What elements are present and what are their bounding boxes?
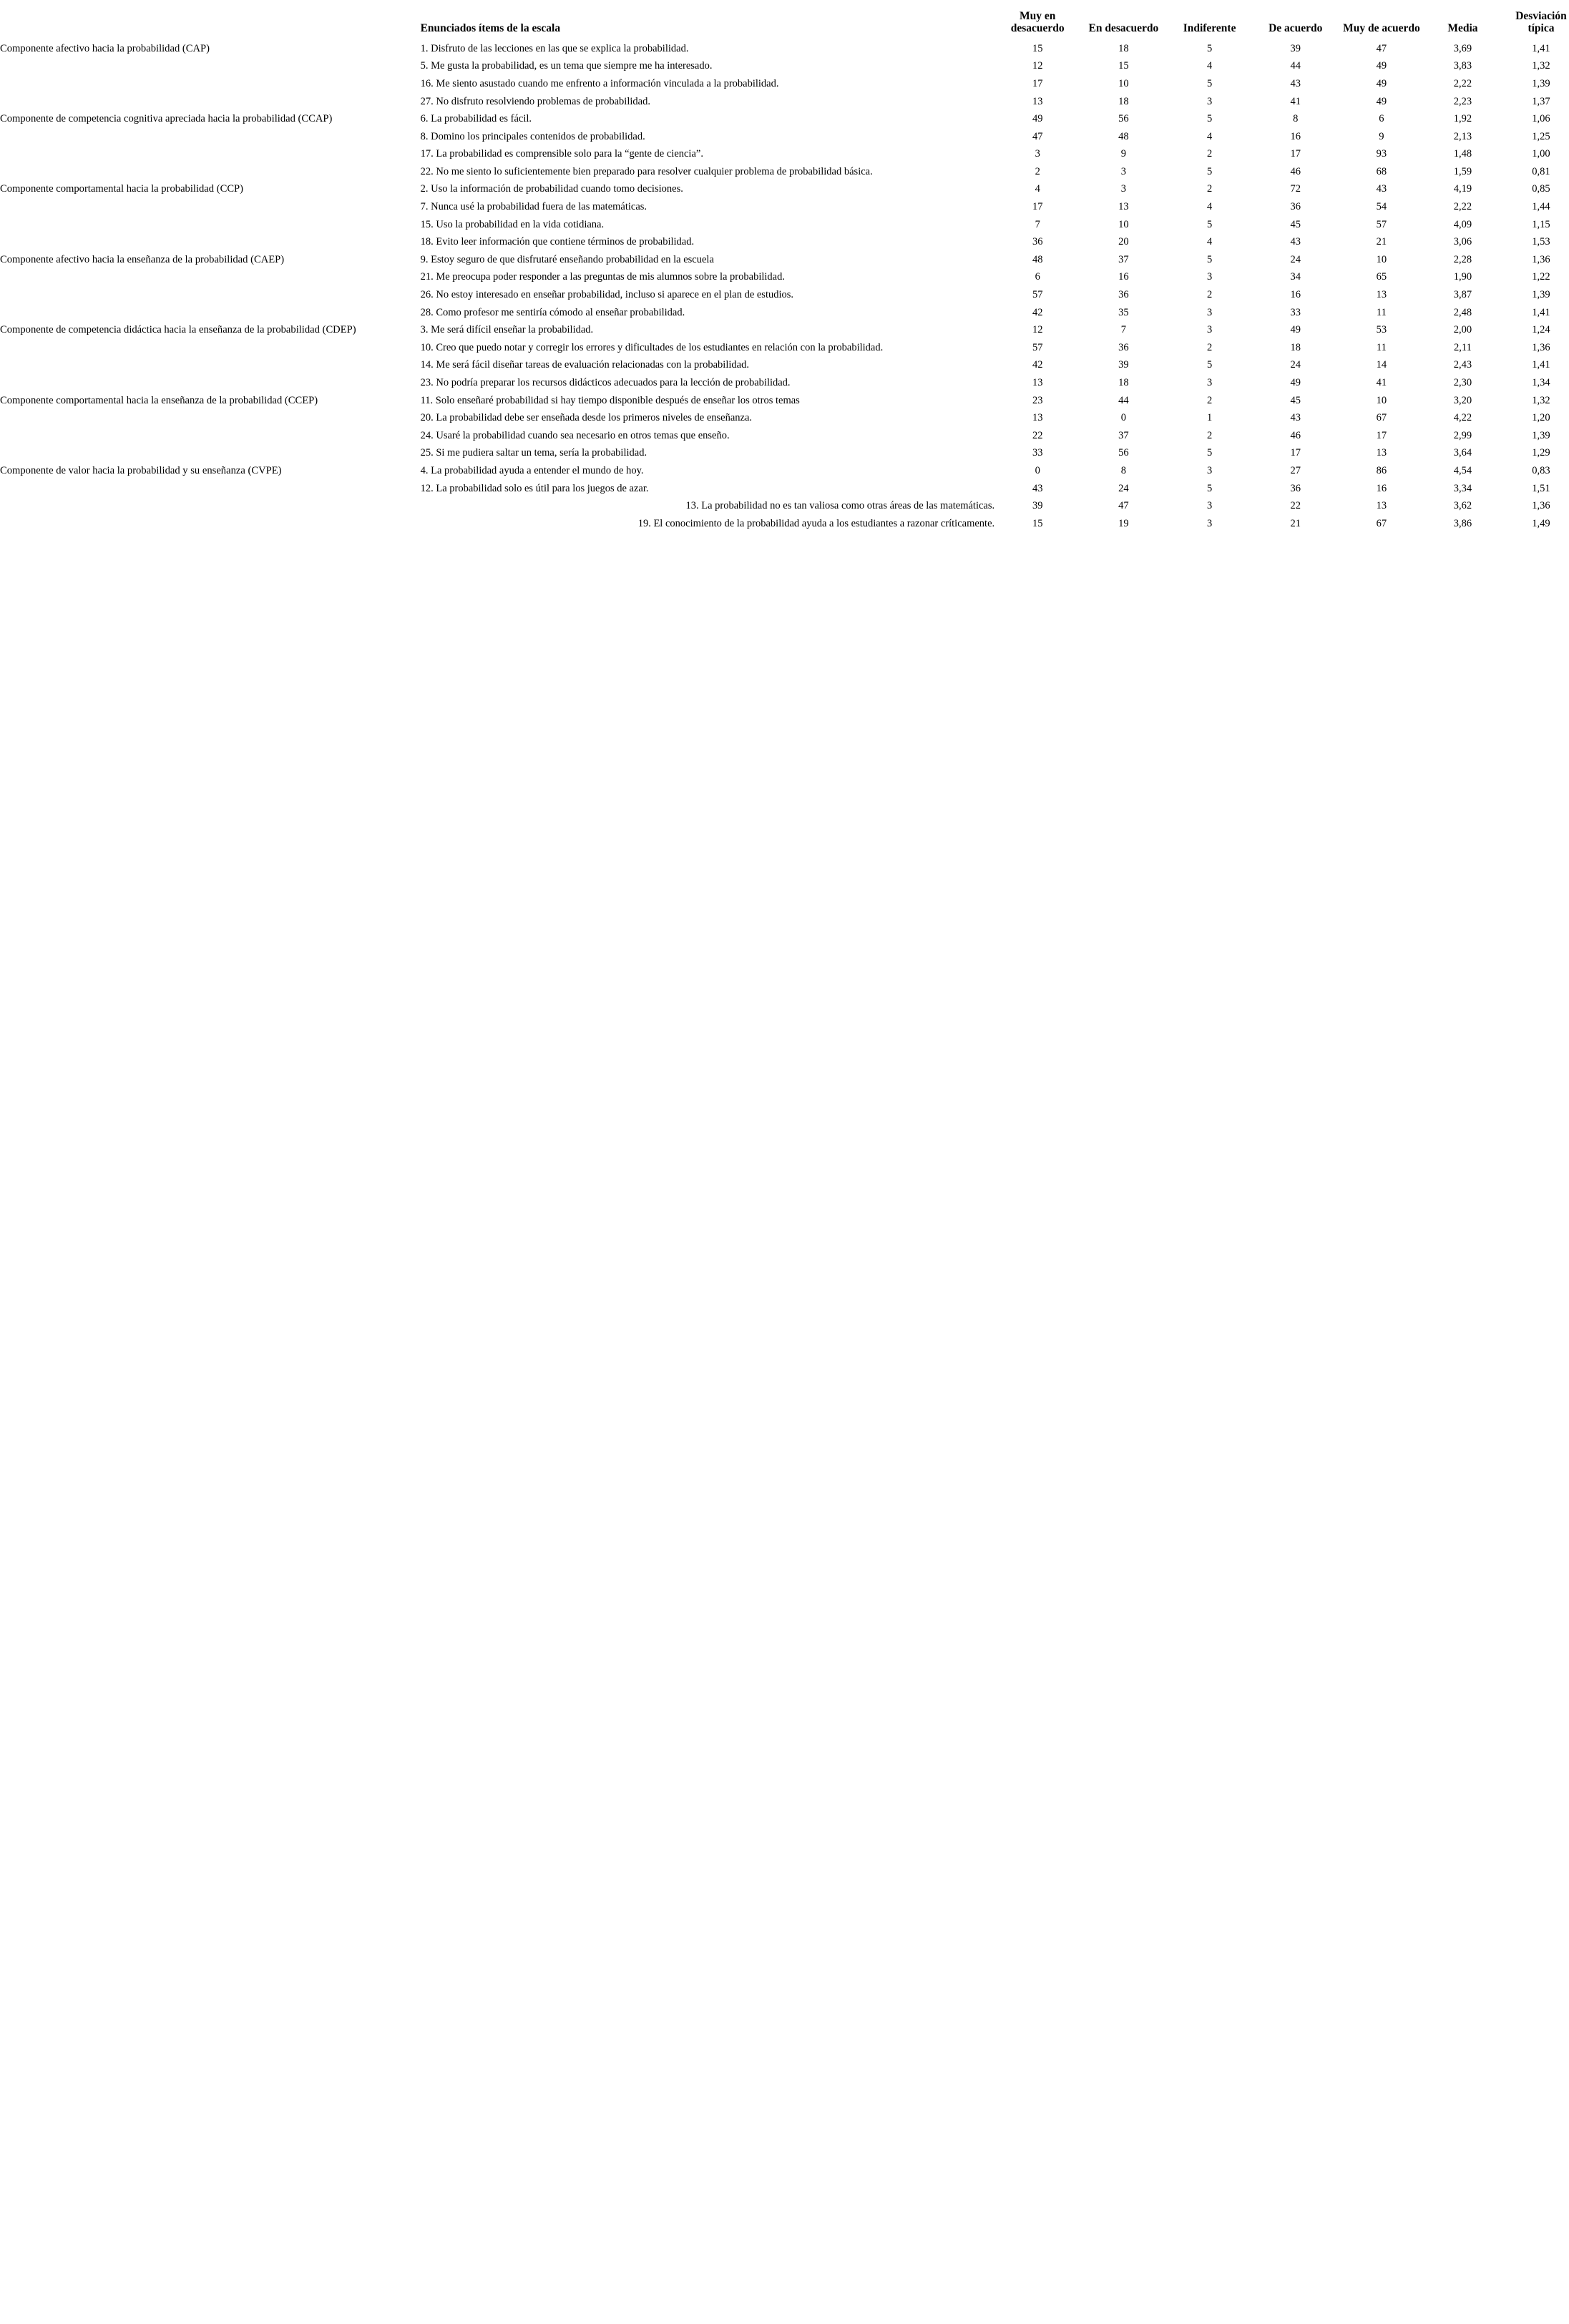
table-row [0,251,1569,269]
cell-de-acuerdo: 45 [1290,218,1301,230]
cell-media: 3,62 [1453,500,1472,512]
cell-de-acuerdo: 17 [1290,148,1301,160]
cell-muy-de-acuerdo: 21 [1376,236,1387,248]
cell-desviacion-tipica: 1,29 [1532,447,1550,459]
cell-en-desacuerdo: 7 [1120,324,1127,336]
cell-indiferente: 3 [1206,377,1213,388]
cell-muy-en-desacuerdo: 15 [1032,42,1043,54]
table-row [0,427,1569,445]
cell-en-desacuerdo: 15 [1118,60,1129,72]
cell-indiferente: 2 [1206,394,1213,406]
cell-muy-en-desacuerdo: 48 [1032,253,1043,265]
table-row [0,304,1569,322]
cell-muy-de-acuerdo: 49 [1376,95,1387,107]
cell-en-desacuerdo: 10 [1118,77,1129,89]
cell-indiferente: 5 [1206,359,1213,371]
cell-indiferente: 3 [1206,517,1213,529]
header-muy-de-acuerdo: Muy de acuerdo [1343,22,1420,35]
cell-muy-en-desacuerdo: 12 [1032,324,1043,336]
cell-muy-de-acuerdo: 86 [1376,464,1387,476]
table-row [0,356,1569,374]
cell-muy-en-desacuerdo: 57 [1032,341,1043,353]
cell-indiferente: 5 [1206,165,1213,177]
cell-media: 2,22 [1453,201,1472,213]
cell-muy-de-acuerdo: 53 [1376,324,1387,336]
cell-muy-en-desacuerdo: 57 [1032,289,1043,301]
cell-muy-de-acuerdo: 16 [1376,482,1387,494]
cell-muy-de-acuerdo: 43 [1376,183,1387,195]
cell-desviacion-tipica: 1,41 [1532,42,1550,54]
cell-desviacion-tipica: 1,34 [1532,377,1550,388]
cell-indiferente: 1 [1206,412,1213,424]
cell-muy-en-desacuerdo: 15 [1032,517,1043,529]
cell-de-acuerdo: 36 [1290,482,1301,494]
scale-item-text: 1. Disfruto de las lecciones en las que se explica la probabilidad. [420,42,689,54]
scale-item-text: 25. Si me pudiera saltar un tema, sería la probabilidad. [420,447,647,459]
component-group-label [0,75,419,93]
cell-desviacion-tipica: 1,53 [1532,236,1550,248]
cell-desviacion-tipica: 1,36 [1532,253,1550,265]
component-group-label: Componente de competencia cognitiva apreciada hacia la probabilidad (CCAP) [0,113,333,125]
cell-en-desacuerdo: 24 [1118,482,1129,494]
cell-muy-en-desacuerdo: 47 [1032,130,1043,142]
component-group-label [0,356,419,374]
cell-indiferente: 4 [1206,236,1213,248]
cell-de-acuerdo: 27 [1290,464,1301,476]
cell-indiferente: 3 [1206,324,1213,336]
component-group-label: Componente afectivo hacia la enseñanza de la probabilidad (CAEP) [0,253,285,265]
cell-muy-en-desacuerdo: 42 [1032,359,1043,371]
component-group-label: Componente afectivo hacia la probabilidad (CAP) [0,42,210,54]
cell-desviacion-tipica: 1,41 [1532,306,1550,318]
cell-media: 2,11 [1454,341,1472,353]
table-row [0,75,1569,93]
scale-item-text: 6. La probabilidad es fácil. [420,113,532,125]
scale-item-text: 10. Creo que puedo notar y corregir los errores y dificultades de los estudiantes en relación con la probabilidad. [420,341,884,353]
cell-de-acuerdo: 43 [1290,77,1301,89]
cell-en-desacuerdo: 35 [1118,306,1129,318]
cell-muy-de-acuerdo: 65 [1376,271,1387,283]
component-group-label [0,286,419,304]
cell-indiferente: 5 [1206,447,1213,459]
cell-de-acuerdo: 33 [1290,306,1301,318]
cell-de-acuerdo: 41 [1290,95,1301,107]
cell-desviacion-tipica: 1,44 [1532,201,1550,213]
cell-indiferente: 3 [1206,306,1213,318]
cell-de-acuerdo: 24 [1290,253,1301,265]
component-group-label: Componente comportamental hacia la probabilidad (CCP) [0,183,244,195]
cell-desviacion-tipica: 1,32 [1532,60,1550,72]
cell-muy-en-desacuerdo: 17 [1032,77,1043,89]
scale-item-text: 24. Usaré la probabilidad cuando sea necesario en otros temas que enseño. [420,429,730,441]
scale-item-text: 12. La probabilidad solo es útil para los juegos de azar. [420,482,649,494]
cell-en-desacuerdo: 10 [1118,218,1129,230]
component-group-label: Componente comportamental hacia la enseñanza de la probabilidad (CCEP) [0,394,318,406]
table-header [0,10,1569,40]
cell-indiferente: 2 [1206,289,1213,301]
scale-item-text: 8. Domino los principales contenidos de probabilidad. [420,130,645,142]
cell-muy-de-acuerdo: 67 [1376,412,1387,424]
cell-de-acuerdo: 17 [1290,447,1301,459]
cell-indiferente: 5 [1206,77,1213,89]
scale-item-text: 16. Me siento asustado cuando me enfrento a información vinculada a la probabilidad. [420,77,779,89]
cell-de-acuerdo: 16 [1290,130,1301,142]
cell-de-acuerdo: 72 [1290,183,1301,195]
cell-muy-en-desacuerdo: 39 [1032,500,1043,512]
table-row [0,339,1569,357]
table-row [0,374,1569,392]
cell-de-acuerdo: 46 [1290,165,1301,177]
scale-item-text: 14. Me será fácil diseñar tareas de evaluación relacionadas con la probabilidad. [420,359,749,371]
table-row [0,233,1569,251]
cell-en-desacuerdo: 39 [1118,359,1129,371]
table-row [0,110,1569,128]
statistics-table [0,10,1569,532]
table-row [0,409,1569,427]
component-group-label [0,163,419,181]
cell-media: 2,23 [1453,95,1472,107]
table-row [0,462,1569,480]
cell-en-desacuerdo: 18 [1118,42,1129,54]
cell-de-acuerdo: 21 [1290,517,1301,529]
table-row [0,93,1569,111]
cell-desviacion-tipica: 1,36 [1532,341,1550,353]
cell-en-desacuerdo: 19 [1118,517,1129,529]
cell-muy-en-desacuerdo: 13 [1032,377,1043,388]
table-row [0,40,1569,58]
cell-muy-en-desacuerdo: 6 [1035,271,1040,283]
component-group-label [0,93,419,111]
cell-muy-en-desacuerdo: 43 [1032,482,1043,494]
cell-media: 2,00 [1453,324,1472,336]
header-media: Media [1447,22,1478,35]
cell-muy-de-acuerdo: 68 [1376,165,1387,177]
cell-media: 3,64 [1453,447,1472,459]
cell-de-acuerdo: 45 [1290,394,1301,406]
scale-item-text: 27. No disfruto resolviendo problemas de probabilidad. [420,95,650,107]
component-group-label [0,427,419,445]
scale-item-text: 28. Como profesor me sentiría cómodo al enseñar probabilidad. [420,306,685,318]
component-group-label [0,444,419,462]
cell-indiferente: 2 [1206,341,1213,353]
table-row [0,480,1569,498]
cell-indiferente: 4 [1206,60,1213,72]
table-row [0,145,1569,163]
cell-en-desacuerdo: 37 [1118,429,1129,441]
cell-muy-de-acuerdo: 11 [1376,306,1387,318]
cell-de-acuerdo: 8 [1293,113,1299,125]
cell-indiferente: 3 [1206,95,1213,107]
cell-desviacion-tipica: 1,41 [1532,359,1550,371]
cell-muy-en-desacuerdo: 0 [1035,464,1040,476]
component-group-label [0,515,419,533]
cell-de-acuerdo: 22 [1290,500,1301,512]
cell-muy-en-desacuerdo: 49 [1032,113,1043,125]
cell-desviacion-tipica: 1,20 [1532,412,1550,424]
scale-item-text: 20. La probabilidad debe ser enseñada desde los primeros niveles de enseñanza. [420,412,753,424]
cell-media: 3,86 [1453,517,1472,529]
cell-muy-de-acuerdo: 49 [1376,60,1387,72]
cell-desviacion-tipica: 0,81 [1532,165,1550,177]
cell-media: 4,22 [1453,412,1472,424]
cell-en-desacuerdo: 8 [1120,464,1127,476]
component-group-label [0,128,419,146]
cell-en-desacuerdo: 36 [1118,289,1129,301]
cell-muy-de-acuerdo: 13 [1376,500,1387,512]
cell-muy-de-acuerdo: 67 [1376,517,1387,529]
cell-muy-en-desacuerdo: 2 [1035,165,1040,177]
table-row [0,128,1569,146]
cell-en-desacuerdo: 16 [1118,271,1129,283]
cell-en-desacuerdo: 9 [1120,148,1127,160]
scale-item-text: 5. Me gusta la probabilidad, es un tema que siempre me ha interesado. [420,60,713,72]
table-row [0,180,1569,198]
cell-media: 2,22 [1453,77,1472,89]
header-group [0,10,419,40]
cell-muy-de-acuerdo: 49 [1376,77,1387,89]
scale-item-text: 18. Evito leer información que contiene términos de probabilidad. [420,236,695,248]
cell-en-desacuerdo: 56 [1118,113,1129,125]
scale-item-text: 9. Estoy seguro de que disfrutaré enseñando probabilidad en la escuela [420,253,714,265]
cell-muy-de-acuerdo: 14 [1376,359,1387,371]
component-group-label: Componente de competencia didáctica hacia la enseñanza de la probabilidad (CDEP) [0,324,356,336]
cell-de-acuerdo: 24 [1290,359,1301,371]
cell-indiferente: 5 [1206,218,1213,230]
cell-en-desacuerdo: 13 [1118,201,1129,213]
cell-media: 4,19 [1453,183,1472,195]
cell-en-desacuerdo: 48 [1118,130,1129,142]
cell-media: 3,83 [1453,60,1472,72]
cell-muy-de-acuerdo: 54 [1376,201,1387,213]
cell-muy-de-acuerdo: 10 [1376,394,1387,406]
cell-de-acuerdo: 49 [1290,324,1301,336]
cell-en-desacuerdo: 37 [1118,253,1129,265]
cell-en-desacuerdo: 18 [1118,95,1129,107]
cell-de-acuerdo: 46 [1290,429,1301,441]
cell-desviacion-tipica: 0,83 [1532,464,1550,476]
component-group-label [0,268,419,286]
cell-muy-en-desacuerdo: 13 [1032,95,1043,107]
header-row [0,10,1569,40]
component-group-label [0,409,419,427]
component-group-label [0,233,419,251]
cell-en-desacuerdo: 3 [1120,183,1127,195]
scale-item-text: 15. Uso la probabilidad en la vida cotidiana. [420,218,605,230]
cell-media: 3,69 [1453,42,1472,54]
cell-muy-en-desacuerdo: 13 [1032,412,1043,424]
cell-media: 4,09 [1453,218,1472,230]
cell-en-desacuerdo: 36 [1118,341,1129,353]
cell-media: 2,30 [1453,377,1472,388]
cell-en-desacuerdo: 47 [1118,500,1129,512]
cell-indiferente: 5 [1206,113,1213,125]
cell-de-acuerdo: 36 [1290,201,1301,213]
cell-media: 2,43 [1453,359,1472,371]
cell-media: 1,48 [1453,148,1472,160]
cell-desviacion-tipica: 1,22 [1532,271,1550,283]
scale-item-text: 7. Nunca usé la probabilidad fuera de las matemáticas. [420,201,647,213]
cell-desviacion-tipica: 1,51 [1532,482,1550,494]
cell-media: 4,54 [1453,464,1472,476]
cell-en-desacuerdo: 3 [1120,165,1127,177]
cell-desviacion-tipica: 1,24 [1532,324,1550,336]
cell-desviacion-tipica: 1,25 [1532,130,1550,142]
scale-item-text: 2. Uso la información de probabilidad cuando tomo decisiones. [420,183,683,195]
cell-media: 1,90 [1453,271,1472,283]
cell-muy-en-desacuerdo: 4 [1035,183,1040,195]
cell-muy-de-acuerdo: 10 [1376,253,1387,265]
cell-desviacion-tipica: 1,06 [1532,113,1550,125]
scale-item-text: 26. No estoy interesado en enseñar probabilidad, incluso si aparece en el plan de estudios. [420,289,794,301]
cell-muy-de-acuerdo: 13 [1376,289,1387,301]
cell-indiferente: 3 [1206,464,1213,476]
scale-item-text: 19. El conocimiento de la probabilidad ayuda a los estudiantes a razonar críticamente. [637,517,995,529]
scale-item-text: 13. La probabilidad no es tan valiosa como otras áreas de las matemáticas. [685,500,995,512]
scale-item-text: 4. La probabilidad ayuda a entender el mundo de hoy. [420,464,644,476]
cell-de-acuerdo: 34 [1290,271,1301,283]
cell-desviacion-tipica: 1,36 [1532,500,1550,512]
component-group-label [0,216,419,234]
cell-media: 2,13 [1453,130,1472,142]
cell-muy-en-desacuerdo: 3 [1035,148,1040,160]
cell-desviacion-tipica: 1,39 [1532,429,1550,441]
cell-muy-en-desacuerdo: 22 [1032,429,1043,441]
scale-item-text: 23. No podría preparar los recursos didácticos adecuados para la lección de probabilidad. [420,377,791,388]
component-group-label [0,374,419,392]
table-row [0,163,1569,181]
cell-indiferente: 2 [1206,183,1213,195]
header-de-acuerdo: De acuerdo [1269,22,1323,35]
cell-muy-en-desacuerdo: 23 [1032,394,1043,406]
cell-desviacion-tipica: 1,39 [1532,77,1550,89]
cell-muy-de-acuerdo: 41 [1376,377,1387,388]
cell-en-desacuerdo: 56 [1118,447,1129,459]
cell-indiferente: 3 [1206,271,1213,283]
cell-indiferente: 3 [1206,500,1213,512]
cell-media: 3,20 [1453,394,1472,406]
table-row [0,321,1569,339]
document-page [0,0,1569,532]
cell-en-desacuerdo: 44 [1118,394,1129,406]
header-item: Enunciados ítems de la escala [420,22,561,35]
table-row [0,444,1569,462]
cell-media: 3,06 [1453,236,1472,248]
cell-media: 2,28 [1453,253,1472,265]
cell-muy-de-acuerdo: 6 [1379,113,1384,125]
cell-desviacion-tipica: 1,37 [1532,95,1550,107]
component-group-label: Componente de valor hacia la probabilidad y su enseñanza (CVPE) [0,464,282,476]
cell-muy-en-desacuerdo: 12 [1032,60,1043,72]
cell-de-acuerdo: 44 [1290,60,1301,72]
component-group-label [0,198,419,216]
cell-indiferente: 5 [1206,42,1213,54]
cell-de-acuerdo: 16 [1290,289,1301,301]
cell-indiferente: 5 [1206,253,1213,265]
cell-media: 1,92 [1453,113,1472,125]
cell-media: 3,87 [1453,289,1472,301]
header-desviacion-tipica: Desviación típica [1515,10,1567,35]
cell-indiferente: 4 [1206,201,1213,213]
scale-item-text: 17. La probabilidad es comprensible solo para la “gente de ciencia”. [420,148,703,160]
table-row [0,198,1569,216]
cell-media: 2,48 [1453,306,1472,318]
cell-desviacion-tipica: 0,85 [1532,183,1550,195]
cell-media: 1,59 [1453,165,1472,177]
cell-muy-de-acuerdo: 93 [1376,148,1387,160]
cell-de-acuerdo: 43 [1290,236,1301,248]
scale-item-text: 22. No me siento lo suficientemente bien preparado para resolver cualquier problema de probabilidad básica. [420,165,873,177]
component-group-label [0,145,419,163]
cell-de-acuerdo: 39 [1290,42,1301,54]
table-row [0,216,1569,234]
component-group-label [0,339,419,357]
header-en-desacuerdo: En desacuerdo [1088,22,1159,35]
cell-en-desacuerdo: 20 [1118,236,1129,248]
scale-item-text: 21. Me preocupa poder responder a las preguntas de mis alumnos sobre la probabilidad. [420,271,785,283]
component-group-label [0,480,419,498]
table-row [0,268,1569,286]
cell-muy-en-desacuerdo: 36 [1032,236,1043,248]
component-group-label [0,497,419,515]
table-row [0,286,1569,304]
table-body [0,40,1569,533]
cell-muy-de-acuerdo: 13 [1376,447,1387,459]
cell-de-acuerdo: 18 [1290,341,1301,353]
cell-media: 3,34 [1453,482,1472,494]
scale-item-text: 11. Solo enseñaré probabilidad si hay tiempo disponible después de enseñar los otros temas [420,394,800,406]
header-indiferente: Indiferente [1183,22,1236,35]
cell-de-acuerdo: 43 [1290,412,1301,424]
cell-muy-en-desacuerdo: 33 [1032,447,1043,459]
component-group-label [0,304,419,322]
cell-muy-en-desacuerdo: 42 [1032,306,1043,318]
component-group-label [0,57,419,75]
cell-muy-de-acuerdo: 47 [1376,42,1387,54]
header-muy-en-desacuerdo: Muy en desacuerdo [1010,10,1065,35]
scale-item-text: 3. Me será difícil enseñar la probabilidad. [420,324,594,336]
cell-indiferente: 2 [1206,148,1213,160]
table-row [0,497,1569,515]
cell-desviacion-tipica: 1,49 [1532,517,1550,529]
cell-indiferente: 4 [1206,130,1213,142]
cell-desviacion-tipica: 1,32 [1532,394,1550,406]
cell-muy-en-desacuerdo: 7 [1035,218,1040,230]
cell-media: 2,99 [1453,429,1472,441]
table-row [0,392,1569,410]
cell-indiferente: 2 [1206,429,1213,441]
cell-desviacion-tipica: 1,15 [1532,218,1550,230]
cell-muy-de-acuerdo: 11 [1376,341,1387,353]
cell-muy-de-acuerdo: 57 [1376,218,1387,230]
cell-muy-de-acuerdo: 9 [1379,130,1384,142]
cell-muy-en-desacuerdo: 17 [1032,201,1043,213]
cell-de-acuerdo: 49 [1290,377,1301,388]
cell-en-desacuerdo: 18 [1118,377,1129,388]
cell-desviacion-tipica: 1,00 [1532,148,1550,160]
table-row [0,515,1569,533]
cell-indiferente: 5 [1206,482,1213,494]
table-row [0,57,1569,75]
cell-en-desacuerdo: 0 [1120,412,1127,424]
cell-desviacion-tipica: 1,39 [1532,289,1550,301]
cell-muy-de-acuerdo: 17 [1376,429,1387,441]
